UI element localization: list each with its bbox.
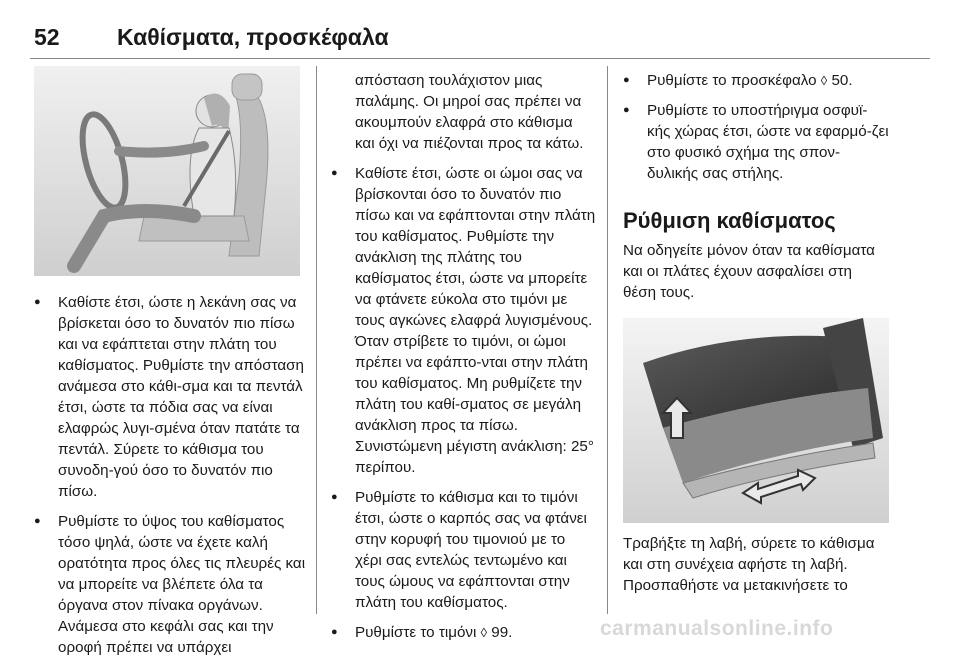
continuation-text: απόσταση τουλάχιστον μιας παλάμης. Οι μηροί σας πρέπει να ακουμπούν ελαφρά στο κάθισμα και όχι να πιέζονται προς τα κάτω. — [355, 72, 584, 152]
bullet-adjust-steering-text: Ρυθμίστε το τιμόνι — [355, 624, 477, 641]
bullet-seat-height: ● Ρυθμίστε το ύψος του καθίσματος τόσο ψηλά, ώστε να έχετε καλή ορατότητα προς όλες τις πλευρές και να μπορείτε να βλέπετε όλα τα όργανα στον πίνακα οργάνων. Ανάμεσα στο κεφάλι σας και την οροφή πρέπει να υπάρχει — [34, 511, 306, 658]
headrest-ref-page: 50. — [831, 72, 853, 89]
triangle-ref-icon: ◊ — [480, 625, 488, 640]
bullet-headrest — [623, 70, 889, 91]
column-1 — [34, 292, 306, 667]
bullet-lumbar-support: ● Ρυθμίστε το υποστήριγμα οσφυϊ-κής χώρας έτσι, ώστε να εφαρμό-ζει στο φυσικό σχήμα της σπον-δυλικής σας στήλης. — [623, 100, 889, 184]
bullet-seat-position: ● Καθίστε έτσι, ώστε η λεκάνη σας να βρίσκεται όσο το δυνατόν πιο πίσω και να εφάπτεται στην πλάτη του καθίσματος. Ρυθμίστε την απόσταση ανάμεσα στο κάθι-σμα και τα πεντάλ έτσι, ώστε τα πόδια σας να είναι ελαφρώς λυγι-σμένα όταν πατάτε τα πεντάλ. Σύρετε το κάθισμα του συνοδη-γού όσο το δυνατόν πιο πίσω. — [34, 292, 306, 502]
column-divider-1 — [316, 66, 317, 614]
column-3 — [623, 70, 889, 347]
triangle-ref-icon: ◊ — [820, 73, 828, 88]
page-number: 52 — [34, 24, 60, 50]
steering-ref-page: 99. — [491, 624, 513, 641]
watermark: carmanualsonline.info — [600, 617, 834, 640]
section-heading-seat-adjustment: Ρύθμιση καθίσματος — [623, 208, 836, 233]
seat-lever-drawing — [623, 318, 889, 523]
bullet-adjust-steering — [331, 622, 596, 643]
driver-seating-drawing — [34, 66, 300, 276]
seat-adjustment-intro: Να οδηγείτε μόνον όταν τα καθίσματα και οι πλάτες έχουν ασφαλίσει στη θέση τους. — [623, 242, 875, 301]
header-rule — [30, 58, 930, 59]
bullet-headrest-text: Ρυθμίστε το προσκέφαλο — [647, 72, 817, 89]
column-3-lower — [623, 533, 889, 596]
seat-lever-illustration — [623, 318, 889, 523]
bullet-backrest: ● Καθίστε έτσι, ώστε οι ώμοι σας να βρίσκονται όσο το δυνατόν πιο πίσω και να εφάπτονται στην πλάτη του καθίσματος. Ρυθμίστε την ανάκλιση της πλάτης του καθίσματος έτσι, ώστε να μπορείτε να φτάνετε εύκολα στο τιμόνι με τους αγκώνες ελαφρά λυγισμένους. Όταν στρίβετε το τιμόνι, οι ώμοι πρέπει να εφάπτο-νται στην πλάτη του καθίσματος. Μη ρυθμίζετε την πλάτη του καθί-σματος σε μεγάλη ανάκλιση προς τα πίσω. Συνιστώμενη μέγιστη ανάκλιση: 25° περίπου. — [331, 163, 596, 478]
page-title: Καθίσματα, προσκέφαλα — [117, 24, 389, 50]
page-header — [0, 0, 960, 50]
bullet-steering-reach: ● Ρυθμίστε το κάθισμα και το τιμόνι έτσι, ώστε ο καρπός σας να φτάνει στην κορυφή του τιμονιού με το χέρι σας εντελώς τεντωμένο και τους ώμους να εφάπτονται στην πλάτη του καθίσματος. — [331, 487, 596, 613]
fore-aft-instructions: Τραβήξτε τη λαβή, σύρετε το κάθισμα και στη συνέχεια αφήστε τη λαβή. Προσπαθήστε να μετακινήσετε το — [623, 535, 875, 594]
driver-seating-illustration — [34, 66, 300, 276]
column-2 — [331, 70, 596, 652]
column-divider-2 — [607, 66, 608, 614]
